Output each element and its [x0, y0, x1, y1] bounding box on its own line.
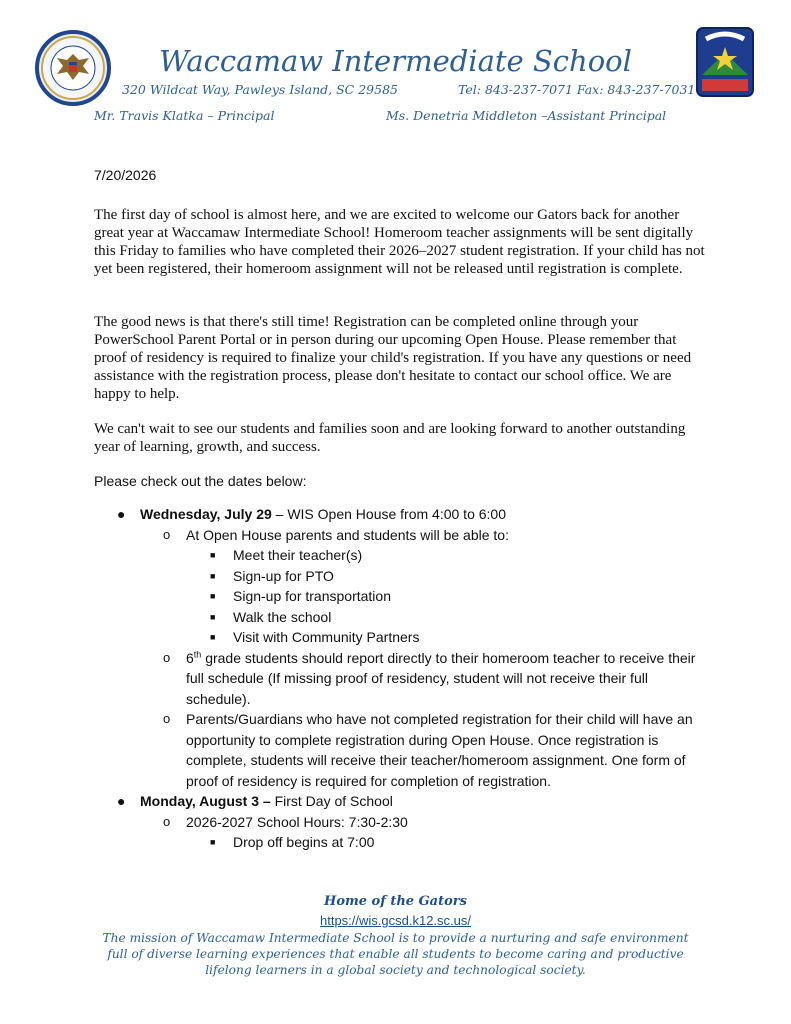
- list-item: [163, 525, 710, 648]
- activities-list: [186, 545, 710, 648]
- list-item: [163, 648, 710, 710]
- circle-bullet-icon: o: [163, 813, 171, 829]
- sixth-grade-sup: th: [193, 648, 202, 659]
- school-name: Waccamaw Intermediate School: [159, 44, 632, 78]
- assistant-principal-name: Ms. Denetria Middleton –Assistant Principal: [386, 108, 667, 123]
- activity-text: Walk the school: [233, 608, 332, 625]
- open-house-intro: At Open House parents and students will be able to:: [186, 526, 509, 543]
- activity-text: Sign-up for transportation: [233, 588, 391, 604]
- paragraph-closing: We can't wait to see our students and families soon and are looking forward to another outstanding year of learning, growth, and success.: [94, 421, 686, 455]
- first-day-detail: First Day of School: [270, 793, 393, 809]
- school-hours: 2026-2027 School Hours: 7:30-2:30: [186, 813, 408, 830]
- square-bullet-icon: ■: [210, 837, 216, 847]
- bullet-icon: ●: [117, 506, 126, 522]
- activity-text: Visit with Community Partners: [233, 629, 420, 645]
- list-item: [163, 709, 710, 791]
- dropoff-time: Drop off begins at 7:00: [233, 834, 375, 850]
- open-house-date: Wednesday, July 29: [140, 506, 272, 522]
- list-item: [210, 545, 710, 566]
- circle-bullet-icon: o: [163, 526, 171, 542]
- paragraph-welcome: The first day of school is almost here, and we are excited to welcome our Gators back for another great year at Waccamaw Intermediate School! Homeroom teacher assignments will be sent digitally this Friday to families who have completed their 2026–2027 student registration. If your child has not yet been registered, their homeroom assignment will not be released until registration is complete.: [94, 207, 705, 277]
- first-day-date: Monday, August 3 –: [140, 793, 271, 809]
- footer-website-link[interactable]: https://wis.gcsd.k12.sc.us/: [319, 913, 471, 928]
- dates-intro: Please check out the dates below:: [94, 473, 307, 489]
- registration-note: Parents/Guardians who have not completed registration for their child will have an opportunity to complete registration during Open House. Once registration is complete, students will receive their teacher/homeroom assignment. One form of proof of residency is required for completion of registration.: [186, 711, 693, 789]
- open-house-detail: – WIS Open House from 4:00 to 6:00: [271, 506, 506, 522]
- paragraph-registration: The good news is that there's still time! Registration can be completed online through your PowerSchool Parent Portal or in person during our upcoming Open House. Please remember that proof of residency is required to finalize your child's registration. If you have any questions or need assistance with the registration process, please don't hesitate to contact our school office. We are happy to help.: [94, 314, 692, 402]
- principal-name: Mr. Travis Klatka – Principal: [94, 108, 275, 123]
- square-bullet-icon: ■: [210, 570, 216, 581]
- important-dates-list: [117, 504, 710, 853]
- list-item: [210, 586, 710, 607]
- list-item: [210, 607, 710, 628]
- square-bullet-icon: ■: [210, 591, 216, 601]
- activity-text: Sign-up for PTO: [233, 567, 334, 584]
- list-item: [210, 832, 710, 853]
- sixth-grade-num: 6: [186, 649, 194, 666]
- bullet-icon: ●: [117, 793, 126, 809]
- list-item: [163, 812, 710, 853]
- first-day-sublist: [140, 812, 710, 853]
- list-item-first-day: [117, 791, 710, 853]
- footer-tagline: Home of the Gators: [324, 894, 467, 909]
- square-bullet-icon: ■: [210, 632, 216, 642]
- list-item: [210, 627, 710, 648]
- square-bullet-icon: ■: [210, 550, 216, 560]
- activity-text: Meet their teacher(s): [233, 547, 363, 563]
- hours-sublist: [186, 832, 710, 853]
- list-item: [210, 566, 710, 587]
- square-bullet-icon: ■: [210, 611, 216, 622]
- circle-bullet-icon: o: [163, 711, 171, 726]
- footer-mission-statement: The mission of Waccamaw Intermediate School is to provide a nurturing and safe environment full of diverse learning experiences that enable all students to become caring and productive lifelong learners in a global society and technological society.: [102, 931, 689, 977]
- open-house-sublist: [140, 525, 710, 792]
- palmettos-finest-badge-icon: [696, 27, 754, 97]
- letter-date: 7/20/2026: [94, 167, 157, 183]
- list-item-open-house: [117, 504, 710, 791]
- school-phone-fax: Tel: 843-237-7071 Fax: 843-237-7031: [458, 82, 696, 97]
- circle-bullet-icon: o: [163, 649, 171, 665]
- sixth-grade-text: grade students should report directly to their homeroom teacher to receive their full schedule (If missing proof of residency, student will not receive their full schedule).: [186, 649, 696, 707]
- school-address: 320 Wildcat Way, Pawleys Island, SC 29585: [122, 82, 398, 97]
